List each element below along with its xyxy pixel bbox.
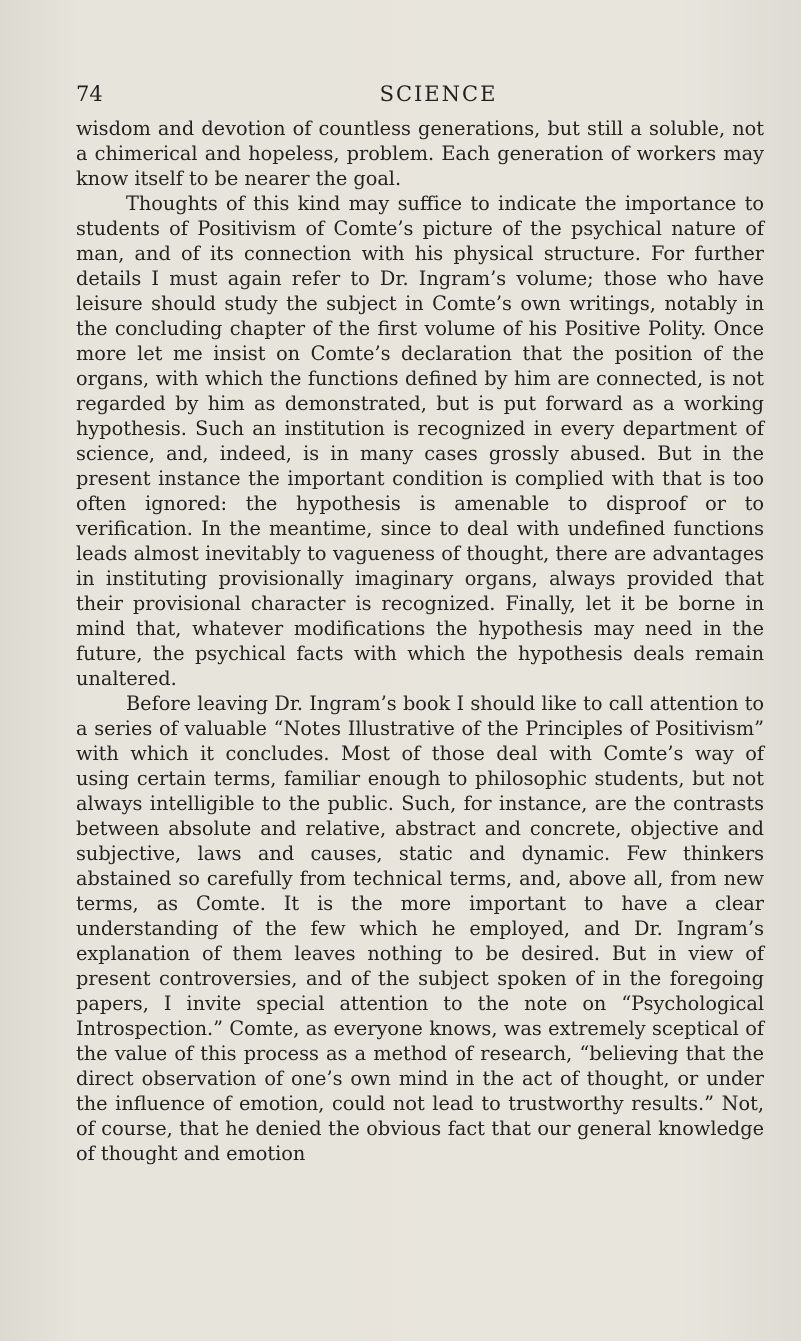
body-text xyxy=(76,116,764,1166)
running-head: SCIENCE xyxy=(379,82,498,106)
paragraph-2: Thoughts of this kind may suffice to indicate the importance to students of Positivism of Comte’s picture of the psychical nature of man, and of its connection with his physical structure. For further details I must again refer to Dr. Ingram’s volume; those who have leisure should study the subject in Comte’s own writings, notably in the concluding chapter of the first volume of his Positive Polity. Once more let me insist on Comte’s declaration that the position of the organs, with which the functions defined by him are connected, is not regarded by him as demonstrated, but is put forward as a working hypothesis. Such an institution is recognized in every department of science, and, indeed, is in many cases grossly abused. But in the present instance the important condition is complied with that is too often ignored: the hypothesis is amenable to disproof or to verification. In the meantime, since to deal with undefined functions leads almost inevitably to vagueness of thought, there are advantages in instituting provisionally imaginary organs, always provided that their provisional character is recognized. Finally, let it be borne in mind that, whatever modifications the hypothesis may need in the future, the psychical facts with which the hypothesis deals remain unaltered. xyxy=(76,192,764,690)
paragraph-1: wisdom and devotion of countless generations, but still a soluble, not a chimerical and hopeless, problem. Each generation of workers may know itself to be nearer the goal. xyxy=(76,117,764,190)
paragraph-3: Before leaving Dr. Ingram’s book I should like to call attention to a series of valuable “Notes Illustrative of the Principles of Positivism” with which it concludes. Most of those deal with Comte’s way of using certain terms, familiar enough to philosophic students, but not always intelligible to the public. Such, for instance, are the contrasts between absolute and relative, abstract and concrete, objective and subjective, laws and causes, static and dynamic. Few thinkers abstained so carefully from technical terms, and, above all, from new terms, as Comte. It is the more important to have a clear understanding of the few which he employed, and Dr. Ingram’s explanation of them leaves nothing to be desired. But in view of present controversies, and of the subject spoken of in the foregoing papers, I invite special attention to the note on “Psychological Introspection.” Comte, as everyone knows, was extremely sceptical of the value of this process as a method of research, “believing that the direct observation of one’s own mind in the act of thought, or under the influence of emotion, could not lead to trustworthy results.” Not, of course, that he denied the obvious fact that our general knowledge of thought and emotion xyxy=(76,692,764,1165)
page-number: 74 xyxy=(76,82,103,106)
page-header xyxy=(76,82,741,112)
